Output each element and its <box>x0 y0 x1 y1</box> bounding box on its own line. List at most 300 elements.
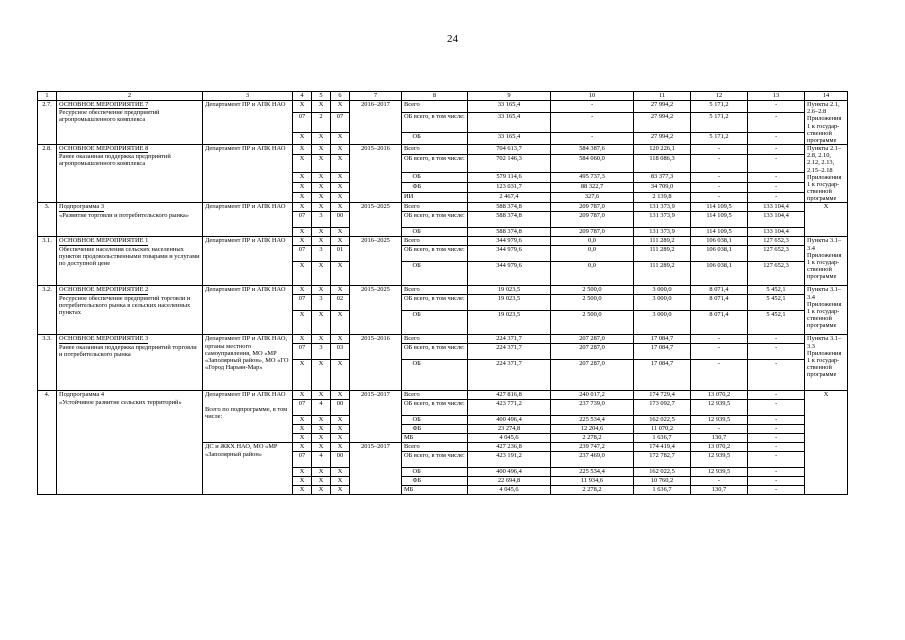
code-pp-cell: 3 <box>312 212 331 228</box>
value-cell-11: 131 373,9 <box>634 212 691 228</box>
code-gp-cell: X <box>293 237 312 246</box>
years-cell: 2016–2025 <box>350 237 402 286</box>
value-cell-12: 114 109,5 <box>691 212 748 228</box>
value-cell-12: 13 070,2 <box>691 443 748 452</box>
code-gp-cell: X <box>293 391 312 400</box>
notes-cell: Пункты 2.1–2.8, 2.10, 2.12, 2.13, 2.15–2.18 Приложения 1 к государ-ственной программе <box>805 145 848 203</box>
value-cell-11: 3 000,0 <box>634 295 691 311</box>
code-pp-cell: X <box>312 443 331 452</box>
value-cell-10: 239 747,2 <box>551 443 634 452</box>
value-cell-12: - <box>691 425 748 434</box>
col-header-3: 3 <box>203 92 293 101</box>
value-cell-13: 5 452,1 <box>748 311 805 335</box>
value-cell-10: 0,0 <box>551 262 634 286</box>
code-pp-cell: X <box>312 155 331 173</box>
table-row <box>38 101 848 113</box>
notes-cell: X <box>805 203 848 237</box>
value-cell-12: 114 109,5 <box>691 228 748 237</box>
activity-cell <box>57 145 203 203</box>
responsible-cell: Департамент ПР и АПК НАО <box>203 145 293 203</box>
activity-title: ОСНОВНОЕ МЕРОПРИЯТИЕ 8 <box>59 145 149 153</box>
value-cell-11: 3 000,0 <box>634 286 691 295</box>
value-cell-13: - <box>748 468 805 477</box>
value-cell-13: - <box>748 416 805 425</box>
code-pp-cell: 3 <box>312 295 331 311</box>
activity-title: ОСНОВНОЕ МЕРОПРИЯТИЕ 3 <box>59 335 149 343</box>
value-cell-13: - <box>748 133 805 145</box>
value-cell-13: - <box>748 452 805 468</box>
value-cell-12: - <box>691 145 748 155</box>
code-gp-cell: X <box>293 311 312 335</box>
value-cell-12: 5 171,2 <box>691 112 748 133</box>
code-om-cell: X <box>331 416 350 425</box>
row-number-cell: 3.3. <box>38 335 57 391</box>
code-gp-cell: 07 <box>293 246 312 262</box>
value-cell-11: 27 994,2 <box>634 101 691 113</box>
code-gp-cell: X <box>293 425 312 434</box>
code-pp-cell: 2 <box>312 112 331 133</box>
value-cell-13: - <box>748 183 805 193</box>
code-gp-cell: X <box>293 183 312 193</box>
code-om-cell: 03 <box>331 344 350 360</box>
code-pp-cell: X <box>312 262 331 286</box>
value-cell-12: 12 939,5 <box>691 468 748 477</box>
years-cell: 2015–2016 <box>350 145 402 203</box>
source-name-cell: Всего <box>402 203 468 212</box>
responsible-name: Департамент ПР и АПК НАО <box>205 391 286 399</box>
code-pp-cell: X <box>312 425 331 434</box>
code-gp-cell: X <box>293 443 312 452</box>
code-om-cell: 00 <box>331 212 350 228</box>
code-gp-cell: X <box>293 468 312 477</box>
value-cell-12: 106 038,1 <box>691 237 748 246</box>
source-indent-cell <box>402 425 411 434</box>
value-cell-13: - <box>748 434 805 443</box>
code-pp-cell: 4 <box>312 400 331 416</box>
value-cell-12: 12 939,5 <box>691 416 748 425</box>
code-gp-cell: X <box>293 133 312 145</box>
source-name-cell: ОБ всего, в том числе: <box>402 295 468 311</box>
value-cell-9: 123 031,7 <box>468 183 551 193</box>
code-om-cell: X <box>331 133 350 145</box>
value-cell-11: 3 000,0 <box>634 311 691 335</box>
source-name-cell: ОБ <box>411 262 468 286</box>
value-cell-12: 5 171,2 <box>691 101 748 113</box>
value-cell-10: 225 534,4 <box>551 416 634 425</box>
code-gp-cell: X <box>293 155 312 173</box>
source-name-cell: ФБ <box>411 183 468 193</box>
code-pp-cell: X <box>312 468 331 477</box>
value-cell-11: 111 289,2 <box>634 246 691 262</box>
table-row <box>38 203 848 212</box>
code-om-cell: X <box>331 434 350 443</box>
value-cell-12: 8 071,4 <box>691 286 748 295</box>
value-cell-11: 83 377,3 <box>634 173 691 183</box>
code-gp-cell: 07 <box>293 344 312 360</box>
value-cell-11: 17 084,7 <box>634 344 691 360</box>
value-cell-10: 2 278,2 <box>551 486 634 495</box>
value-cell-13: - <box>748 193 805 203</box>
value-cell-11: 111 289,2 <box>634 237 691 246</box>
value-cell-12: - <box>691 344 748 360</box>
value-cell-10: 207 287,0 <box>551 344 634 360</box>
responsible-subtotal-note: Всего по подпрограмме, в том числе: <box>205 405 288 420</box>
table-row <box>38 335 848 344</box>
value-cell-9: 423 191,2 <box>468 452 551 468</box>
responsible-cell: Департамент ПР и АПК НАО <box>203 286 293 335</box>
value-cell-9: 344 979,6 <box>468 262 551 286</box>
value-cell-10: 225 534,4 <box>551 468 634 477</box>
value-cell-10: 209 787,0 <box>551 203 634 212</box>
value-cell-11: 131 373,9 <box>634 203 691 212</box>
code-gp-cell: X <box>293 228 312 237</box>
value-cell-12: 5 171,2 <box>691 133 748 145</box>
source-name-cell: ОБ <box>411 133 468 145</box>
value-cell-9: 588 374,8 <box>468 203 551 212</box>
value-cell-11: 118 086,3 <box>634 155 691 173</box>
source-name-cell: ОБ всего, в том числе: <box>402 212 468 228</box>
col-header-2: 2 <box>57 92 203 101</box>
value-cell-12: 106 038,1 <box>691 262 748 286</box>
value-cell-10: 240 017,2 <box>551 391 634 400</box>
activity-description: Обеспечение населения сельских населенных пунктов продовольственными товарами и услугами по доступной цене <box>59 245 200 267</box>
activity-title: ОСНОВНОЕ МЕРОПРИЯТИЕ 1 <box>59 237 149 245</box>
value-cell-9: 19 023,5 <box>468 311 551 335</box>
table-row <box>38 286 848 295</box>
value-cell-9: 344 979,6 <box>468 246 551 262</box>
activity-title: ОСНОВНОЕ МЕРОПРИЯТИЕ 7 <box>59 101 149 108</box>
value-cell-9: 19 023,5 <box>468 286 551 295</box>
value-cell-13: - <box>748 101 805 113</box>
code-pp-cell: X <box>312 434 331 443</box>
value-cell-10: 209 787,0 <box>551 228 634 237</box>
value-cell-10: 2 500,0 <box>551 286 634 295</box>
code-gp-cell: X <box>293 173 312 183</box>
code-pp-cell: X <box>312 183 331 193</box>
value-cell-10: - <box>551 112 634 133</box>
table-body <box>38 92 848 495</box>
value-cell-11: 162 022,5 <box>634 416 691 425</box>
value-cell-13: 133 104,4 <box>748 203 805 212</box>
value-cell-13: - <box>748 391 805 400</box>
value-cell-10: 2 278,2 <box>551 434 634 443</box>
code-pp-cell: X <box>312 335 331 344</box>
source-name-cell: МБ <box>402 434 468 443</box>
row-number-cell: 3.1. <box>38 237 57 286</box>
value-cell-10: - <box>551 133 634 145</box>
value-cell-9: 2 467,4 <box>468 193 551 203</box>
activity-cell <box>57 391 203 495</box>
value-cell-9: 33 165,4 <box>468 133 551 145</box>
value-cell-9: 4 045,6 <box>468 434 551 443</box>
years-cell: 2015–2025 <box>350 286 402 335</box>
value-cell-12: 13 070,2 <box>691 391 748 400</box>
value-cell-10: 0,0 <box>551 246 634 262</box>
col-header-10: 10 <box>551 92 634 101</box>
code-pp-cell: 3 <box>312 246 331 262</box>
value-cell-9: 702 146,3 <box>468 155 551 173</box>
value-cell-12: 114 109,5 <box>691 203 748 212</box>
value-cell-9: 579 114,6 <box>468 173 551 183</box>
code-gp-cell: 07 <box>293 295 312 311</box>
value-cell-9: 427 816,8 <box>468 391 551 400</box>
activity-title: Подпрограмма 3 <box>59 203 105 211</box>
code-pp-cell: 4 <box>312 452 331 468</box>
code-gp-cell: X <box>293 145 312 155</box>
value-cell-13: - <box>748 112 805 133</box>
years-cell-2: 2015–2017 <box>350 443 402 495</box>
code-om-cell: X <box>331 486 350 495</box>
code-pp-cell: X <box>312 477 331 486</box>
code-gp-cell: X <box>293 477 312 486</box>
code-om-cell: X <box>331 262 350 286</box>
years-cell: 2016–2017 <box>350 101 402 145</box>
code-pp-cell: X <box>312 237 331 246</box>
source-name-cell: ОБ <box>411 416 468 425</box>
value-cell-12: - <box>691 183 748 193</box>
source-name-cell: Всего <box>402 145 468 155</box>
value-cell-13: - <box>748 155 805 173</box>
code-pp-cell: X <box>312 486 331 495</box>
code-om-cell: X <box>331 145 350 155</box>
code-om-cell: X <box>331 203 350 212</box>
code-om-cell: 01 <box>331 246 350 262</box>
responsible-cell: Департамент ПР и АПК НАО <box>203 101 293 145</box>
source-name-cell: ФБ <box>411 425 468 434</box>
value-cell-10: 88 322,7 <box>551 183 634 193</box>
code-gp-cell: X <box>293 416 312 425</box>
code-pp-cell: X <box>312 228 331 237</box>
value-cell-11: 111 289,2 <box>634 262 691 286</box>
value-cell-13: - <box>748 145 805 155</box>
value-cell-12: 8 071,4 <box>691 311 748 335</box>
value-cell-10: 11 934,6 <box>551 477 634 486</box>
value-cell-9: 588 374,8 <box>468 212 551 228</box>
code-om-cell: X <box>331 477 350 486</box>
financing-table <box>37 91 848 495</box>
value-cell-11: 172 782,7 <box>634 452 691 468</box>
source-name-cell: ОБ <box>411 311 468 335</box>
code-gp-cell: X <box>293 335 312 344</box>
source-name-cell: ОБ всего, в том числе: <box>402 246 468 262</box>
code-pp-cell: X <box>312 311 331 335</box>
code-om-cell: X <box>331 286 350 295</box>
value-cell-9: 224 371,7 <box>468 344 551 360</box>
value-cell-11: 10 760,2 <box>634 477 691 486</box>
source-name-cell: ОБ всего, в том числе: <box>402 112 468 133</box>
source-name-cell: Всего <box>402 391 468 400</box>
value-cell-9: 33 165,4 <box>468 101 551 113</box>
value-cell-13: 133 104,4 <box>748 212 805 228</box>
value-cell-11: 1 636,7 <box>634 486 691 495</box>
years-cell: 2015–2017 <box>350 391 402 443</box>
source-name-cell: Всего <box>402 335 468 344</box>
activity-cell <box>57 101 203 145</box>
value-cell-13: - <box>748 443 805 452</box>
activity-cell <box>57 237 203 286</box>
col-header-13: 13 <box>748 92 805 101</box>
col-header-8: 8 <box>402 92 468 101</box>
value-cell-9: 400 496,4 <box>468 416 551 425</box>
source-indent-cell <box>402 477 411 486</box>
value-cell-11: 17 084,7 <box>634 335 691 344</box>
source-indent-cell <box>402 468 411 477</box>
value-cell-11: 27 994,2 <box>634 133 691 145</box>
value-cell-13: - <box>748 400 805 416</box>
source-name-cell: Всего <box>402 286 468 295</box>
code-pp-cell: 3 <box>312 344 331 360</box>
table-row <box>38 237 848 246</box>
value-cell-11: 162 022,5 <box>634 468 691 477</box>
row-number-cell: 4. <box>38 391 57 495</box>
value-cell-9: 704 613,7 <box>468 145 551 155</box>
code-om-cell: X <box>331 101 350 113</box>
value-cell-9: 400 496,4 <box>468 468 551 477</box>
col-header-7: 7 <box>350 92 402 101</box>
source-indent-cell <box>402 173 411 183</box>
value-cell-9: 427 236,8 <box>468 443 551 452</box>
code-gp-cell: 07 <box>293 452 312 468</box>
source-name-cell: ОБ всего, в том числе: <box>402 155 468 173</box>
value-cell-12: - <box>691 155 748 173</box>
notes-cell: Пункты 3.1–3.4 Приложения 1 к государ-ственной программе <box>805 286 848 335</box>
value-cell-10: 12 204,6 <box>551 425 634 434</box>
value-cell-12: 130,7 <box>691 434 748 443</box>
activity-description: «Устойчивое развитие сельских территорий» <box>59 398 182 406</box>
value-cell-9: 423 771,2 <box>468 400 551 416</box>
value-cell-13: - <box>748 173 805 183</box>
code-om-cell: X <box>331 468 350 477</box>
activity-description: Ресурсное обеспечение предприятий агропромышленного комплекса <box>59 109 160 124</box>
value-cell-12: - <box>691 335 748 344</box>
value-cell-10: 209 787,0 <box>551 212 634 228</box>
source-indent-cell <box>402 133 411 145</box>
source-indent-cell <box>402 228 411 237</box>
code-pp-cell: X <box>312 416 331 425</box>
value-cell-10: 207 287,0 <box>551 335 634 344</box>
row-number-cell: 2.7. <box>38 101 57 145</box>
activity-description: Ресурсное обеспечение предприятий торговли и потребительского рынка в сельских населенных пунктах <box>59 294 191 316</box>
value-cell-12: 12 939,5 <box>691 400 748 416</box>
value-cell-13: - <box>748 335 805 344</box>
value-cell-10: 0,0 <box>551 237 634 246</box>
code-om-cell: X <box>331 155 350 173</box>
value-cell-13: 133 104,4 <box>748 228 805 237</box>
code-pp-cell: X <box>312 360 331 391</box>
code-om-cell: X <box>331 391 350 400</box>
source-name-cell: ОБ <box>411 173 468 183</box>
table-row <box>38 145 848 155</box>
source-indent-cell <box>402 416 411 425</box>
code-om-cell: X <box>331 335 350 344</box>
col-header-1: 1 <box>38 92 57 101</box>
col-header-12: 12 <box>691 92 748 101</box>
row-number-cell: 3. <box>38 203 57 237</box>
value-cell-11: 11 070,2 <box>634 425 691 434</box>
activity-title: ОСНОВНОЕ МЕРОПРИЯТИЕ 2 <box>59 286 149 294</box>
code-gp-cell: 07 <box>293 400 312 416</box>
code-gp-cell: X <box>293 262 312 286</box>
code-gp-cell: X <box>293 193 312 203</box>
col-header-14: 14 <box>805 92 848 101</box>
source-name-cell: ОБ <box>411 228 468 237</box>
years-cell: 2015–2016 <box>350 335 402 391</box>
value-cell-12: - <box>691 193 748 203</box>
years-cell: 2015–2025 <box>350 203 402 237</box>
code-gp-cell: 07 <box>293 212 312 228</box>
code-pp-cell: X <box>312 203 331 212</box>
row-number-cell: 3.2. <box>38 286 57 335</box>
value-cell-12: 130,7 <box>691 486 748 495</box>
value-cell-10: 495 737,3 <box>551 173 634 183</box>
value-cell-11: 27 994,2 <box>634 112 691 133</box>
value-cell-13: - <box>748 344 805 360</box>
value-cell-9: 4 045,6 <box>468 486 551 495</box>
value-cell-11: 174 729,4 <box>634 391 691 400</box>
value-cell-9: 224 371,7 <box>468 360 551 391</box>
value-cell-9: 224 371,7 <box>468 335 551 344</box>
source-name-cell: ОБ всего, в том числе: <box>402 344 468 360</box>
responsible-cell: Департамент ПР и АПК НАО, органы местного самоуправления, МО «МР «Заполярный район», МО «ГО «Город Нарьян-Мар» <box>203 335 293 391</box>
col-header-4: 4 <box>293 92 312 101</box>
value-cell-11: 2 139,8 <box>634 193 691 203</box>
code-om-cell: 00 <box>331 400 350 416</box>
source-name-cell: ОБ всего, в том числе: <box>402 400 468 416</box>
source-name-cell: Всего <box>402 101 468 113</box>
notes-cell: Пункты 3.1–3.3 Приложения 1 к государ-ственной программе <box>805 335 848 391</box>
value-cell-13: - <box>748 477 805 486</box>
table-row <box>38 391 848 400</box>
value-cell-10: 207 287,0 <box>551 360 634 391</box>
code-gp-cell: 07 <box>293 112 312 133</box>
row-number-cell: 2.8. <box>38 145 57 203</box>
column-number-row <box>38 92 848 101</box>
code-pp-cell: X <box>312 286 331 295</box>
code-om-cell: X <box>331 228 350 237</box>
code-pp-cell: X <box>312 101 331 113</box>
value-cell-9: 33 165,4 <box>468 112 551 133</box>
code-om-cell: X <box>331 173 350 183</box>
code-om-cell: X <box>331 443 350 452</box>
code-gp-cell: X <box>293 360 312 391</box>
code-om-cell: X <box>331 425 350 434</box>
source-name-cell: ОБ всего, в том числе: <box>402 452 468 468</box>
source-indent-cell <box>402 360 411 391</box>
code-pp-cell: X <box>312 173 331 183</box>
value-cell-13: - <box>748 360 805 391</box>
value-cell-11: 174 419,4 <box>634 443 691 452</box>
activity-cell <box>57 286 203 335</box>
code-om-cell: 00 <box>331 452 350 468</box>
col-header-6: 6 <box>331 92 350 101</box>
code-om-cell: 07 <box>331 112 350 133</box>
activity-cell <box>57 335 203 391</box>
code-gp-cell: X <box>293 434 312 443</box>
value-cell-10: 2 500,0 <box>551 311 634 335</box>
value-cell-10: 584 387,6 <box>551 145 634 155</box>
value-cell-13: 5 452,1 <box>748 286 805 295</box>
code-om-cell: X <box>331 360 350 391</box>
code-gp-cell: X <box>293 203 312 212</box>
value-cell-11: 173 092,7 <box>634 400 691 416</box>
code-om-cell: X <box>331 193 350 203</box>
source-name-cell: ФБ <box>411 477 468 486</box>
responsible-cell-2: ДС и ЖКХ НАО, МО «МР «Заполярный район» <box>203 443 293 495</box>
value-cell-10: - <box>551 101 634 113</box>
responsible-cell <box>203 391 293 443</box>
source-name-cell: ОБ <box>411 468 468 477</box>
value-cell-10: 237 469,0 <box>551 452 634 468</box>
